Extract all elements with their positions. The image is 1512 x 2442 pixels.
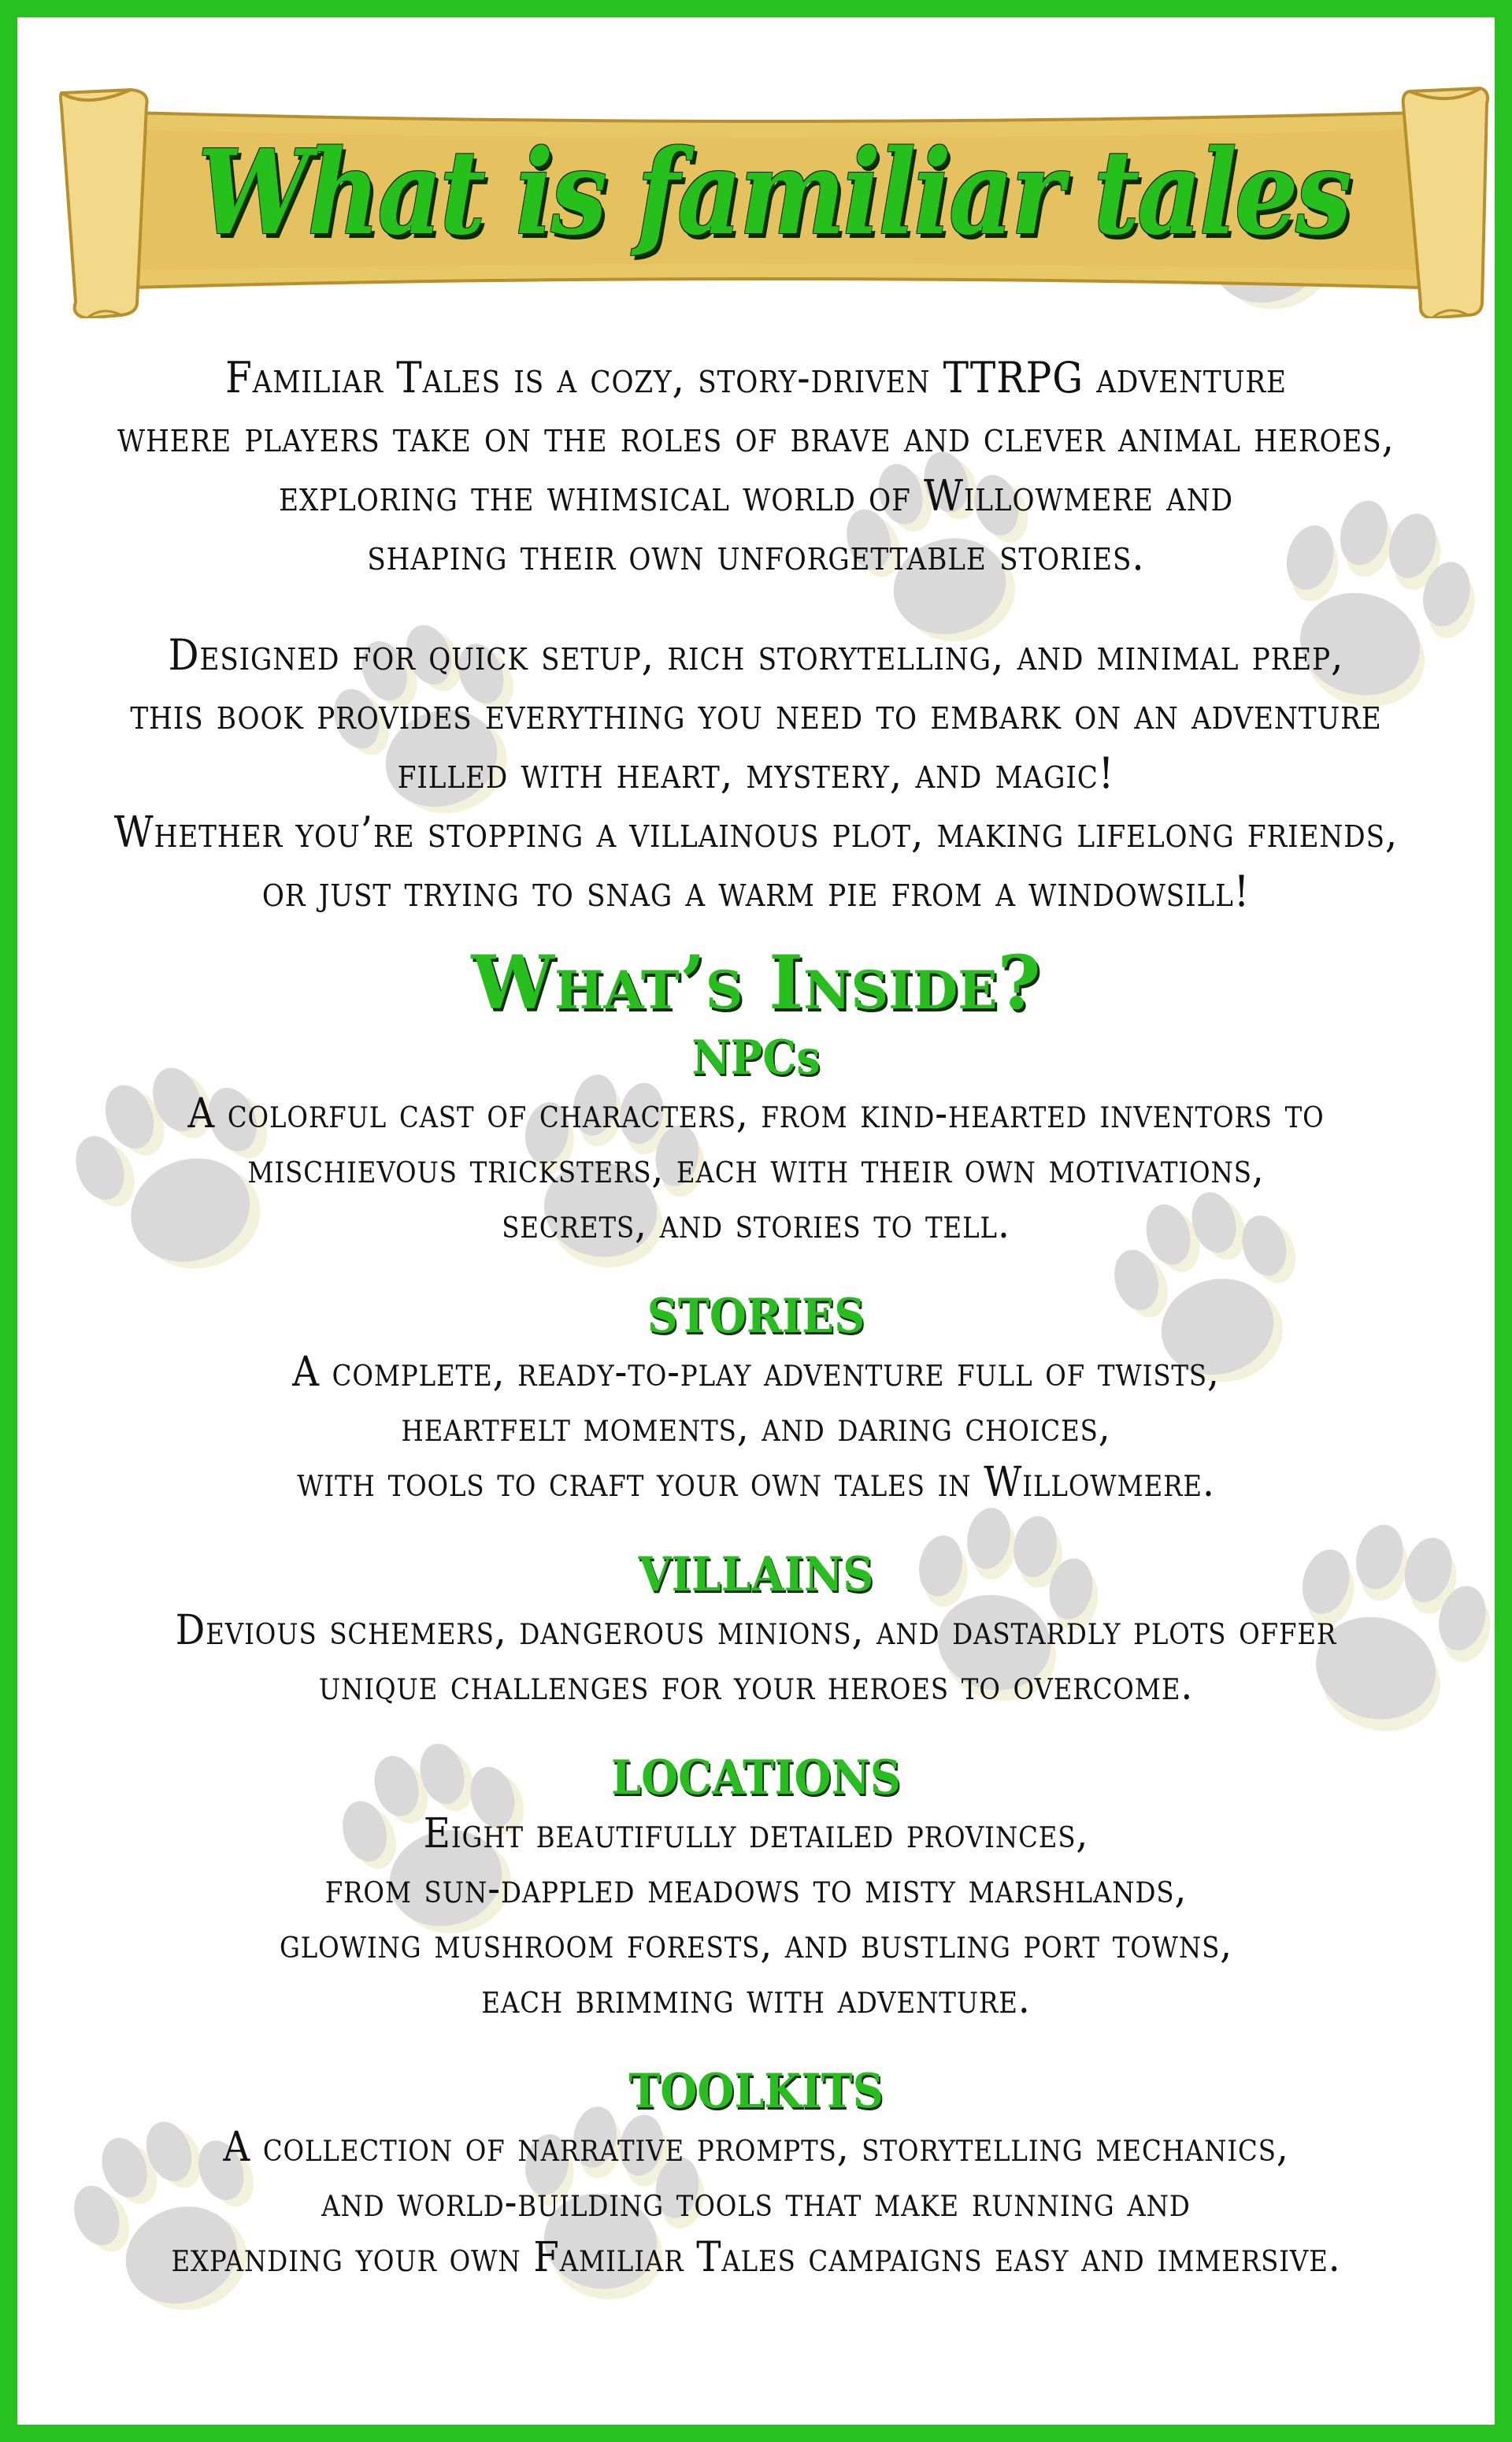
text-line: Familiar Tales is a cozy, story-driven TTRPG adventure bbox=[225, 353, 1287, 403]
section-title: TOOLKITS bbox=[628, 2064, 884, 2119]
section-description bbox=[35, 1806, 1477, 2027]
section-title: VILLAINS bbox=[638, 1547, 874, 1602]
text-line: and world-building tools that make running and bbox=[321, 2179, 1191, 2226]
text-line: Designed for quick setup, rich storytelling, and minimal prep, bbox=[168, 630, 1344, 680]
text-line: mischievous tricksters, each with their own motivations, bbox=[247, 1145, 1265, 1193]
text-line: from sun-dappled meadows to misty marshlands, bbox=[324, 1865, 1188, 1913]
text-line: glowing mushroom forests, and bustling port towns, bbox=[279, 1921, 1233, 1968]
page-title: What is familiar tales bbox=[197, 124, 1350, 261]
section-description bbox=[35, 1086, 1477, 1252]
text-line: expanding your own Familiar Tales campaigns easy and immersive. bbox=[171, 2234, 1341, 2281]
text-line: filled with heart, mystery, and magic! bbox=[397, 748, 1115, 798]
text-line: Whether you’re stopping a villainous plot, making lifelong friends, bbox=[113, 807, 1399, 857]
text-line: each brimming with adventure. bbox=[481, 1976, 1031, 2023]
section-villains bbox=[35, 1546, 1477, 1713]
intro-paragraph-2 bbox=[35, 625, 1477, 921]
section-description bbox=[35, 1603, 1477, 1713]
section-title: NPCs bbox=[691, 1030, 821, 1086]
title-banner bbox=[55, 82, 1492, 318]
section-description bbox=[35, 1345, 1477, 1510]
section-stories bbox=[35, 1288, 1477, 1510]
text-line: heartfelt moments, and daring choices, bbox=[401, 1404, 1111, 1451]
text-line: or just trying to snag a warm pie from a windowsill! bbox=[261, 867, 1251, 916]
whats-inside-heading: What’s Inside? bbox=[471, 940, 1041, 1026]
section-locations bbox=[35, 1750, 1477, 2027]
text-line: shaping their own unforgettable stories. bbox=[367, 530, 1145, 580]
text-line: secrets, and stories to tell. bbox=[502, 1201, 1010, 1248]
main-content bbox=[35, 348, 1477, 2285]
text-line: with tools to craft your own tales in Willowmere. bbox=[297, 1459, 1215, 1506]
section-toolkits bbox=[35, 2063, 1477, 2285]
text-line: A colorful cast of characters, from kind-hearted inventors to bbox=[187, 1090, 1325, 1137]
text-line: Devious schemers, dangerous minions, and dastardly plots offer bbox=[175, 1607, 1337, 1654]
text-line: A collection of narrative prompts, storytelling mechanics, bbox=[223, 2124, 1289, 2171]
text-line: exploring the whimsical world of Willowmere and bbox=[279, 471, 1233, 521]
intro-paragraph-1 bbox=[35, 348, 1477, 585]
text-line: unique challenges for your heroes to overcome. bbox=[318, 1662, 1194, 1709]
section-title: LOCATIONS bbox=[611, 1750, 901, 1806]
text-line: where players take on the roles of brave and clever animal heroes, bbox=[117, 412, 1395, 462]
section-description bbox=[35, 2120, 1477, 2285]
section-title: STORIES bbox=[647, 1289, 865, 1344]
section-npcs bbox=[35, 1030, 1477, 1252]
text-line: Eight beautifully detailed provinces, bbox=[423, 1810, 1089, 1857]
text-line: A complete, ready-to-play adventure full of twists, bbox=[292, 1349, 1220, 1396]
text-line: this book provides everything you need to embark on an adventure bbox=[130, 689, 1382, 739]
